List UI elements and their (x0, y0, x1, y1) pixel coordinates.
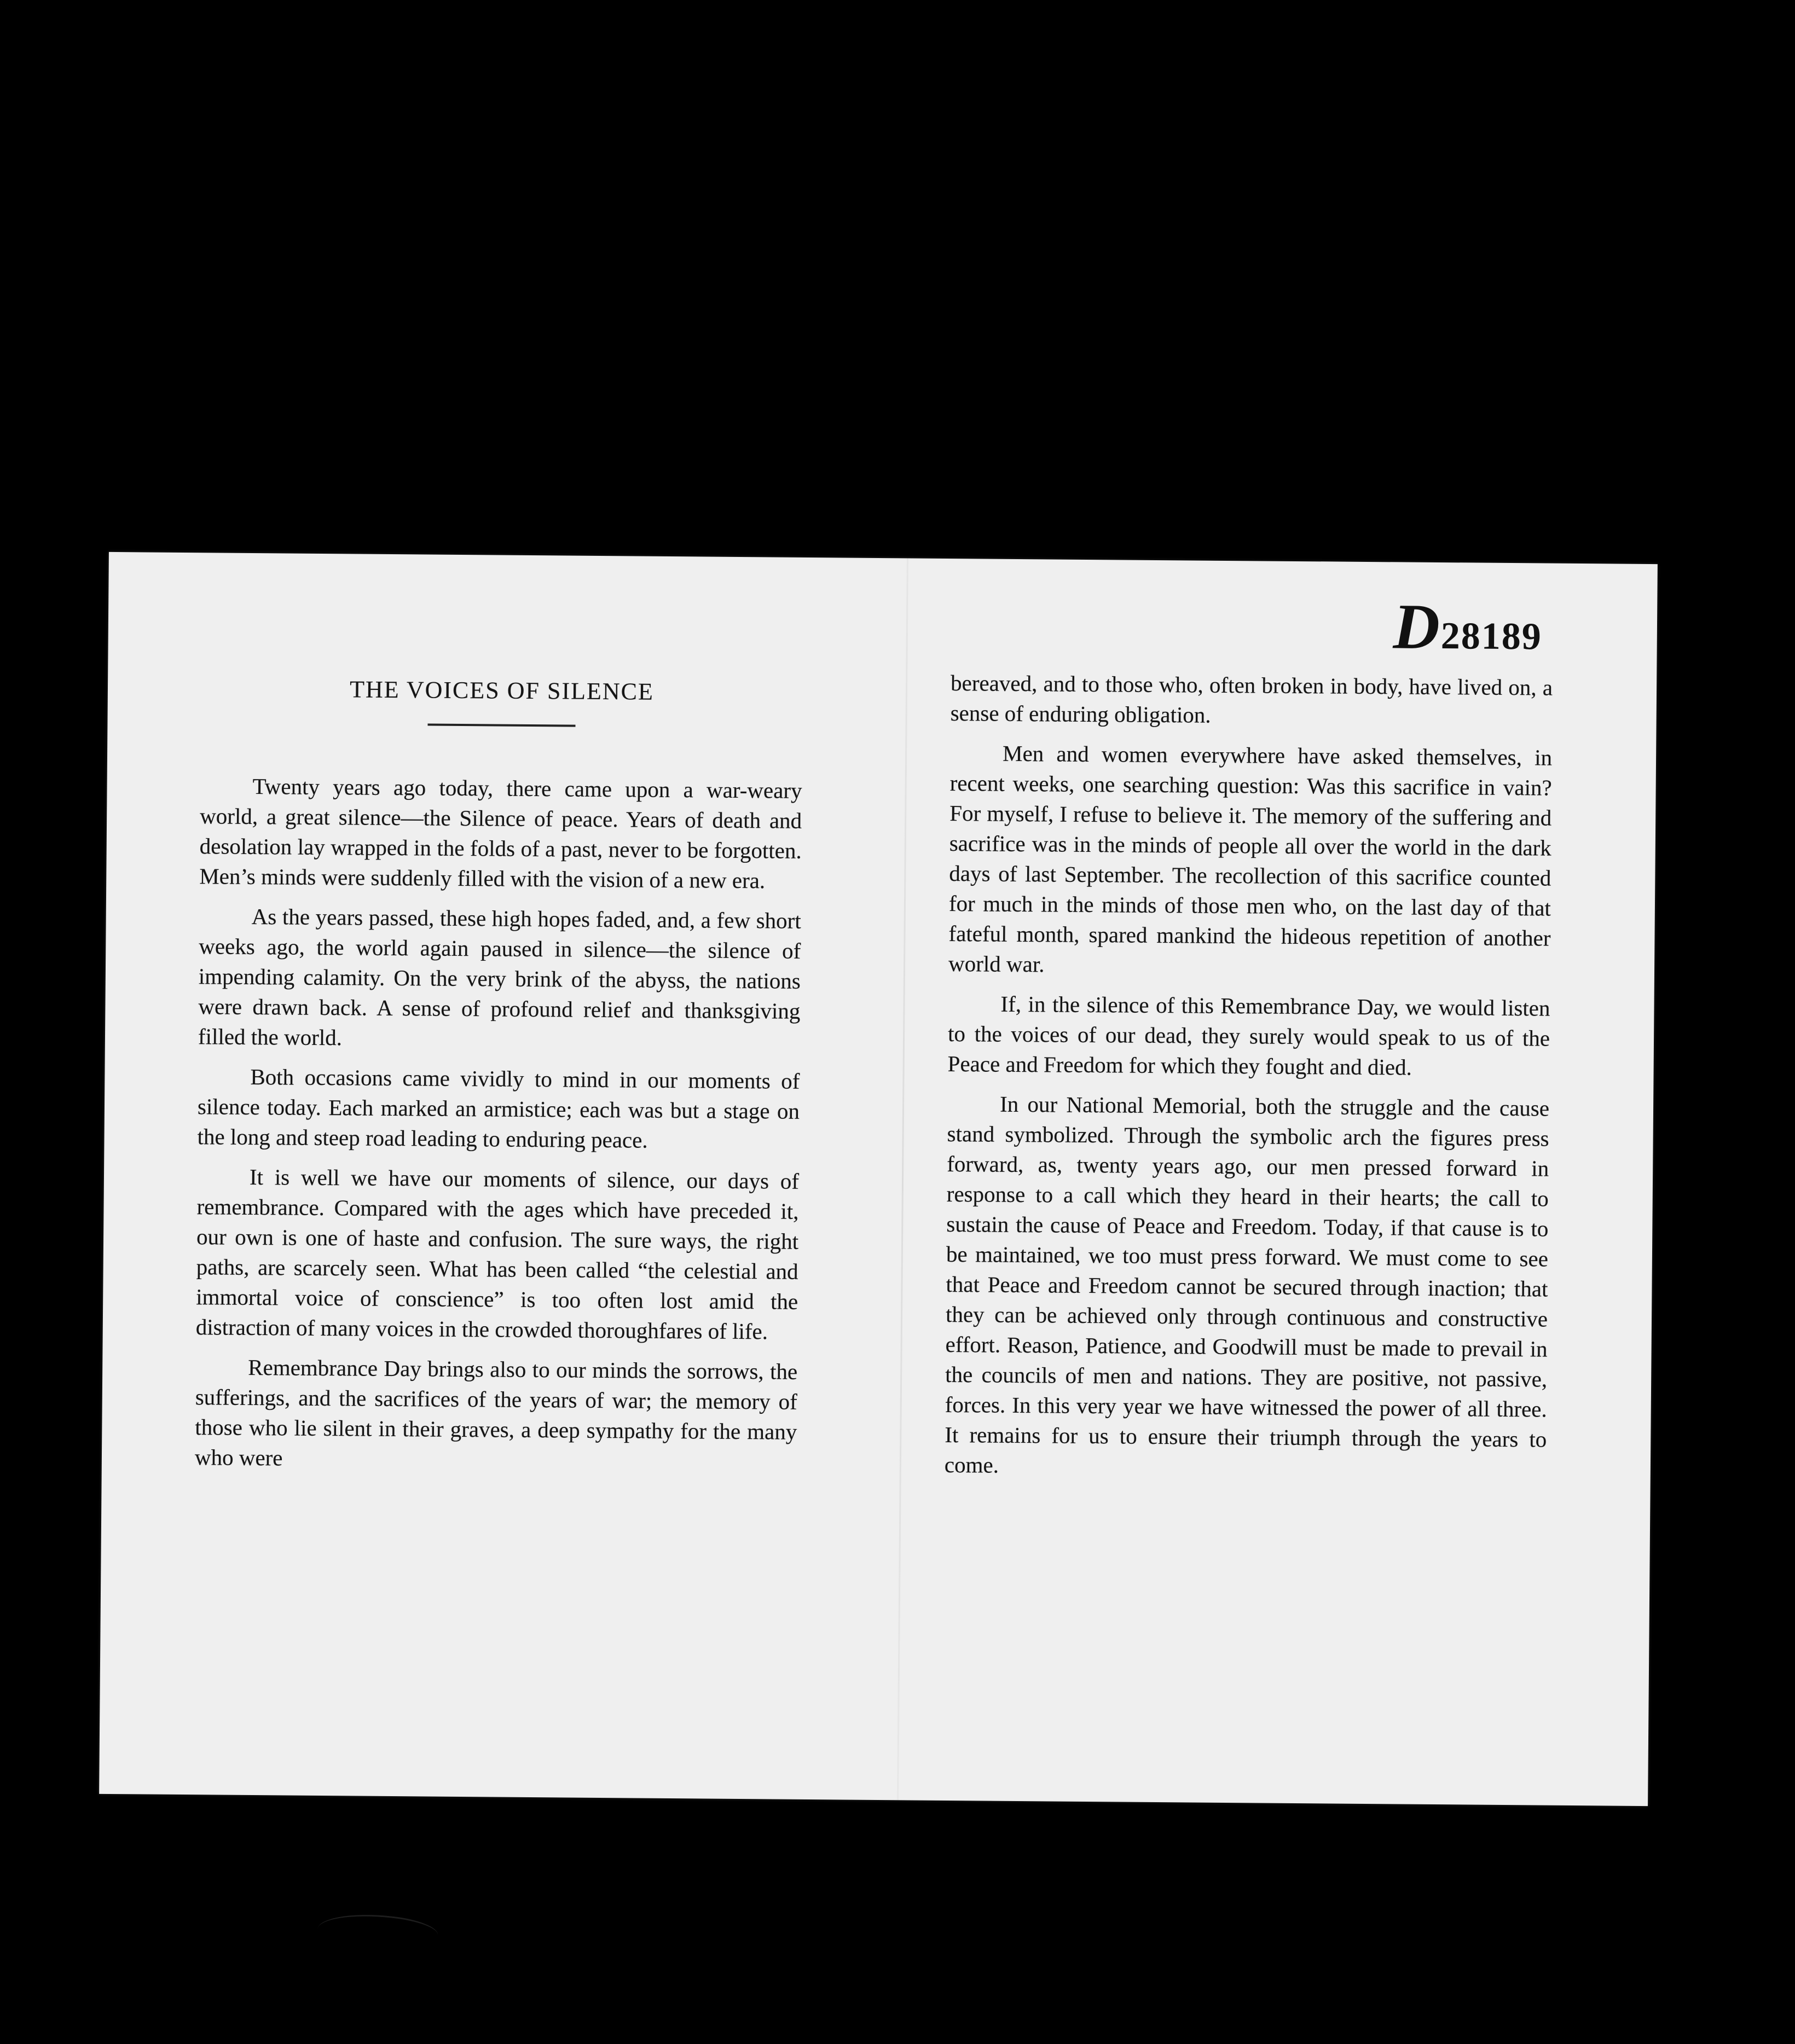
paragraph: As the years passed, these high hopes faded, and, a few short weeks ago, the world again paused in silence—the silence of impending calamity. On the very brink of the abyss, the nations were drawn back. A sense of profound relief and thanksgiving filled the world. (198, 903, 801, 1050)
stamp-letter: D (1393, 590, 1441, 663)
scan-artifact-mark (316, 1909, 439, 1956)
paragraph: Men and women everywhere have asked themselves, in recent weeks, one searching question: Was this sacrifice in vain? For myself, I refuse to believe it. The memory of the suffering and sacrifice was in the minds of people all over the world in the dark days of last September. The recollection of this sacrifice counted for much in the minds of those men who, on the last day of that fateful month, spared mankind the hideous repetition of another world war. (948, 740, 1553, 977)
paragraph: bereaved, and to those who, often broken in body, have lived on, a sense of enduring obligation. (950, 670, 1553, 728)
document-page (99, 552, 1658, 1806)
paragraph: It is well we have our moments of silence, our days of remembrance. Compared with the ages which have preceded it, our own is one of haste and confusion. The sure ways, the right paths, are scarcely seen. What has been called “the celestial and immortal voice of conscience” is too often lost amid the distraction of many voices in the crowded thoroughfares of life. (195, 1164, 800, 1344)
paragraph: Both occasions came vividly to mind in our moments of silence today. Each marked an armistice; each was but a stage on the long and steep road leading to enduring peace. (197, 1064, 800, 1153)
document-id-stamp (1393, 589, 1542, 665)
title-underline-rule (427, 724, 575, 727)
stamp-number: 28189 (1440, 615, 1543, 658)
paragraph: If, in the silence of this Remembrance Day, we would listen to the voices of our dead, they surely would speak to us of the Peace and Freedom for which they fought and died. (947, 991, 1550, 1080)
right-column (945, 668, 1553, 1495)
paragraph: In our National Memorial, both the struggle and the cause stand symbolized. Through the symbolic arch the figures press forward, as, twenty years ago, our men pressed forward in response to a call which they heard in their hearts; the call to sustain the cause of Peace and Freedom. Today, if that cause is to be maintained, we too must press forward. We must come to see that Peace and Freedom cannot be secured through inaction; that they can be achieved only through continuous and constructive effort. Reason, Patience, and Goodwill must be made to prevail in the councils of men and nations. They are positive, not passive, forces. In this very year we have witnessed the power of all three. It remains for us to ensure their triumph through the years to come. (944, 1091, 1550, 1478)
document-title: THE VOICES OF SILENCE (349, 676, 655, 705)
paragraph: Remembrance Day brings also to our minds the sorrows, the sufferings, and the sacrifices of the years of war; the memory of those who lie silent in their graves, a deep sympathy for the many who were (194, 1354, 798, 1471)
left-column (195, 673, 803, 1487)
paragraph: Twenty years ago today, there came upon a war-weary world, a great silence—the Silence of peace. Years of death and desolation lay wrapped in the folds of a past, never to be forgotten. Men’s minds were suddenly filled with the vision of a new era. (199, 773, 802, 893)
